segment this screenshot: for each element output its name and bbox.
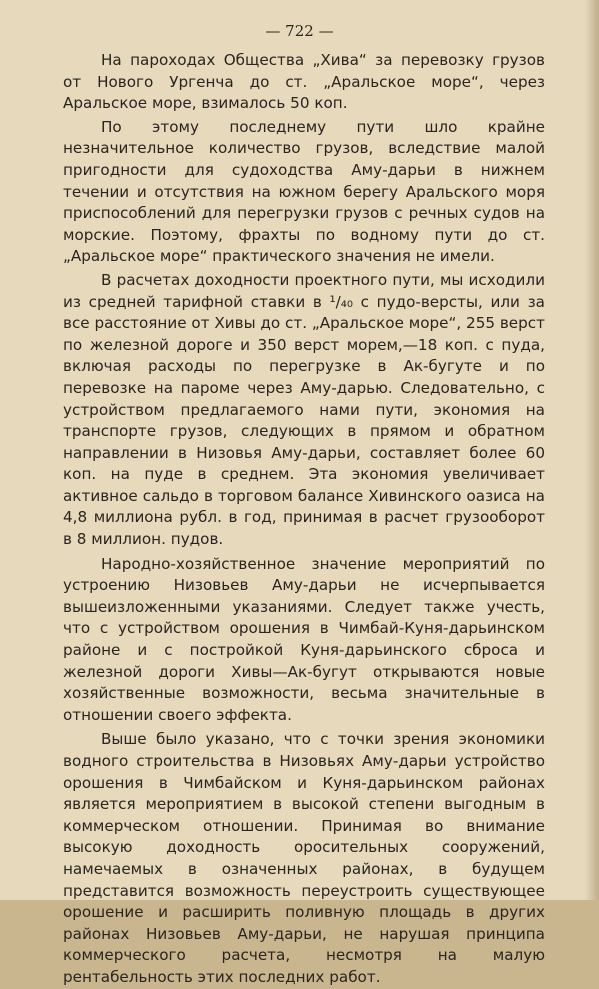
paragraph-2: По этому последнему пути шло крайне незначительное количество грузов, вследствие малой пригодности для судоходства Аму-дарьи в нижнем течении и отсутствия на южном берегу Аральского моря приспособлений для перегрузки грузов с речных судов на морские. Поэтому, фрахты по водному пути до ст. „Аральское море“ практического значения не имели. xyxy=(63,117,545,266)
paragraph-4: Народно-хозяйственное значение мероприятий по устроению Низовьев Аму-дарьи не исчерпывается вышеизложенными указаниями. Следует также учесть, что с устройством орошения в Чимбай-Куня-дарьинском районе и с постройкой Куня-дарьинского сброса и железной дороги Хивы—Ак-бугут открываются новые хозяйственные возможности, весьма значительные в отношении своего эффекта. xyxy=(63,554,545,724)
paragraph-3: В расчетах доходности проектного пути, мы исходили из средней тарифной ставки в ¹/₄₀ с пудо-версты, или за все расстояние от Хивы до ст. „Аральское море“, 255 верст по железной дороге и 350 верст морем,—18 коп. с пуда, включая расходы по перегрузке в Ак-бугуте и по перевозке на пароме через Аму-дарью. Следовательно, с устройством предлагаемого нами пути, экономия на транспорте грузов, следующих в прямом и обратном направлении в Низовья Аму-дарьи, составляет более 60 коп. на пуде в среднем. Эта экономия увеличивает активное сальдо в торговом балансе Хивинского оазиса на 4,8 миллиона рубл. в год, принимая в расчет грузооборот в 8 миллион. пудов. xyxy=(63,270,545,549)
page-edge-shadow xyxy=(585,0,599,900)
paragraph-1: На пароходах Общества „Хива“ за перевозку грузов от Нового Ургенча до ст. „Аральское море“, через Аральское море, взималось 50 коп. xyxy=(63,51,545,113)
page-number: — 722 — xyxy=(265,22,334,40)
paragraph-5: Выше было указано, что с точки зрения экономики водного строительства в Низовьях Аму-дарьи устройство орошения в Чимбайском и Куня-дарьинском районах является мероприятием в высокой степени выгодным в коммерческом отношении. Принимая во внимание высокую доходность оросительных сооружений, намечаемых в означенных районах, в будущем представится возможность переустроить существующее орошение и расширить поливную площадь в других районах Низовьев Аму-дарьи, не нарушая принципа коммерческого расчета, несмотря на малую рентабельность этих последних работ. xyxy=(63,730,545,986)
body-text xyxy=(63,50,545,989)
